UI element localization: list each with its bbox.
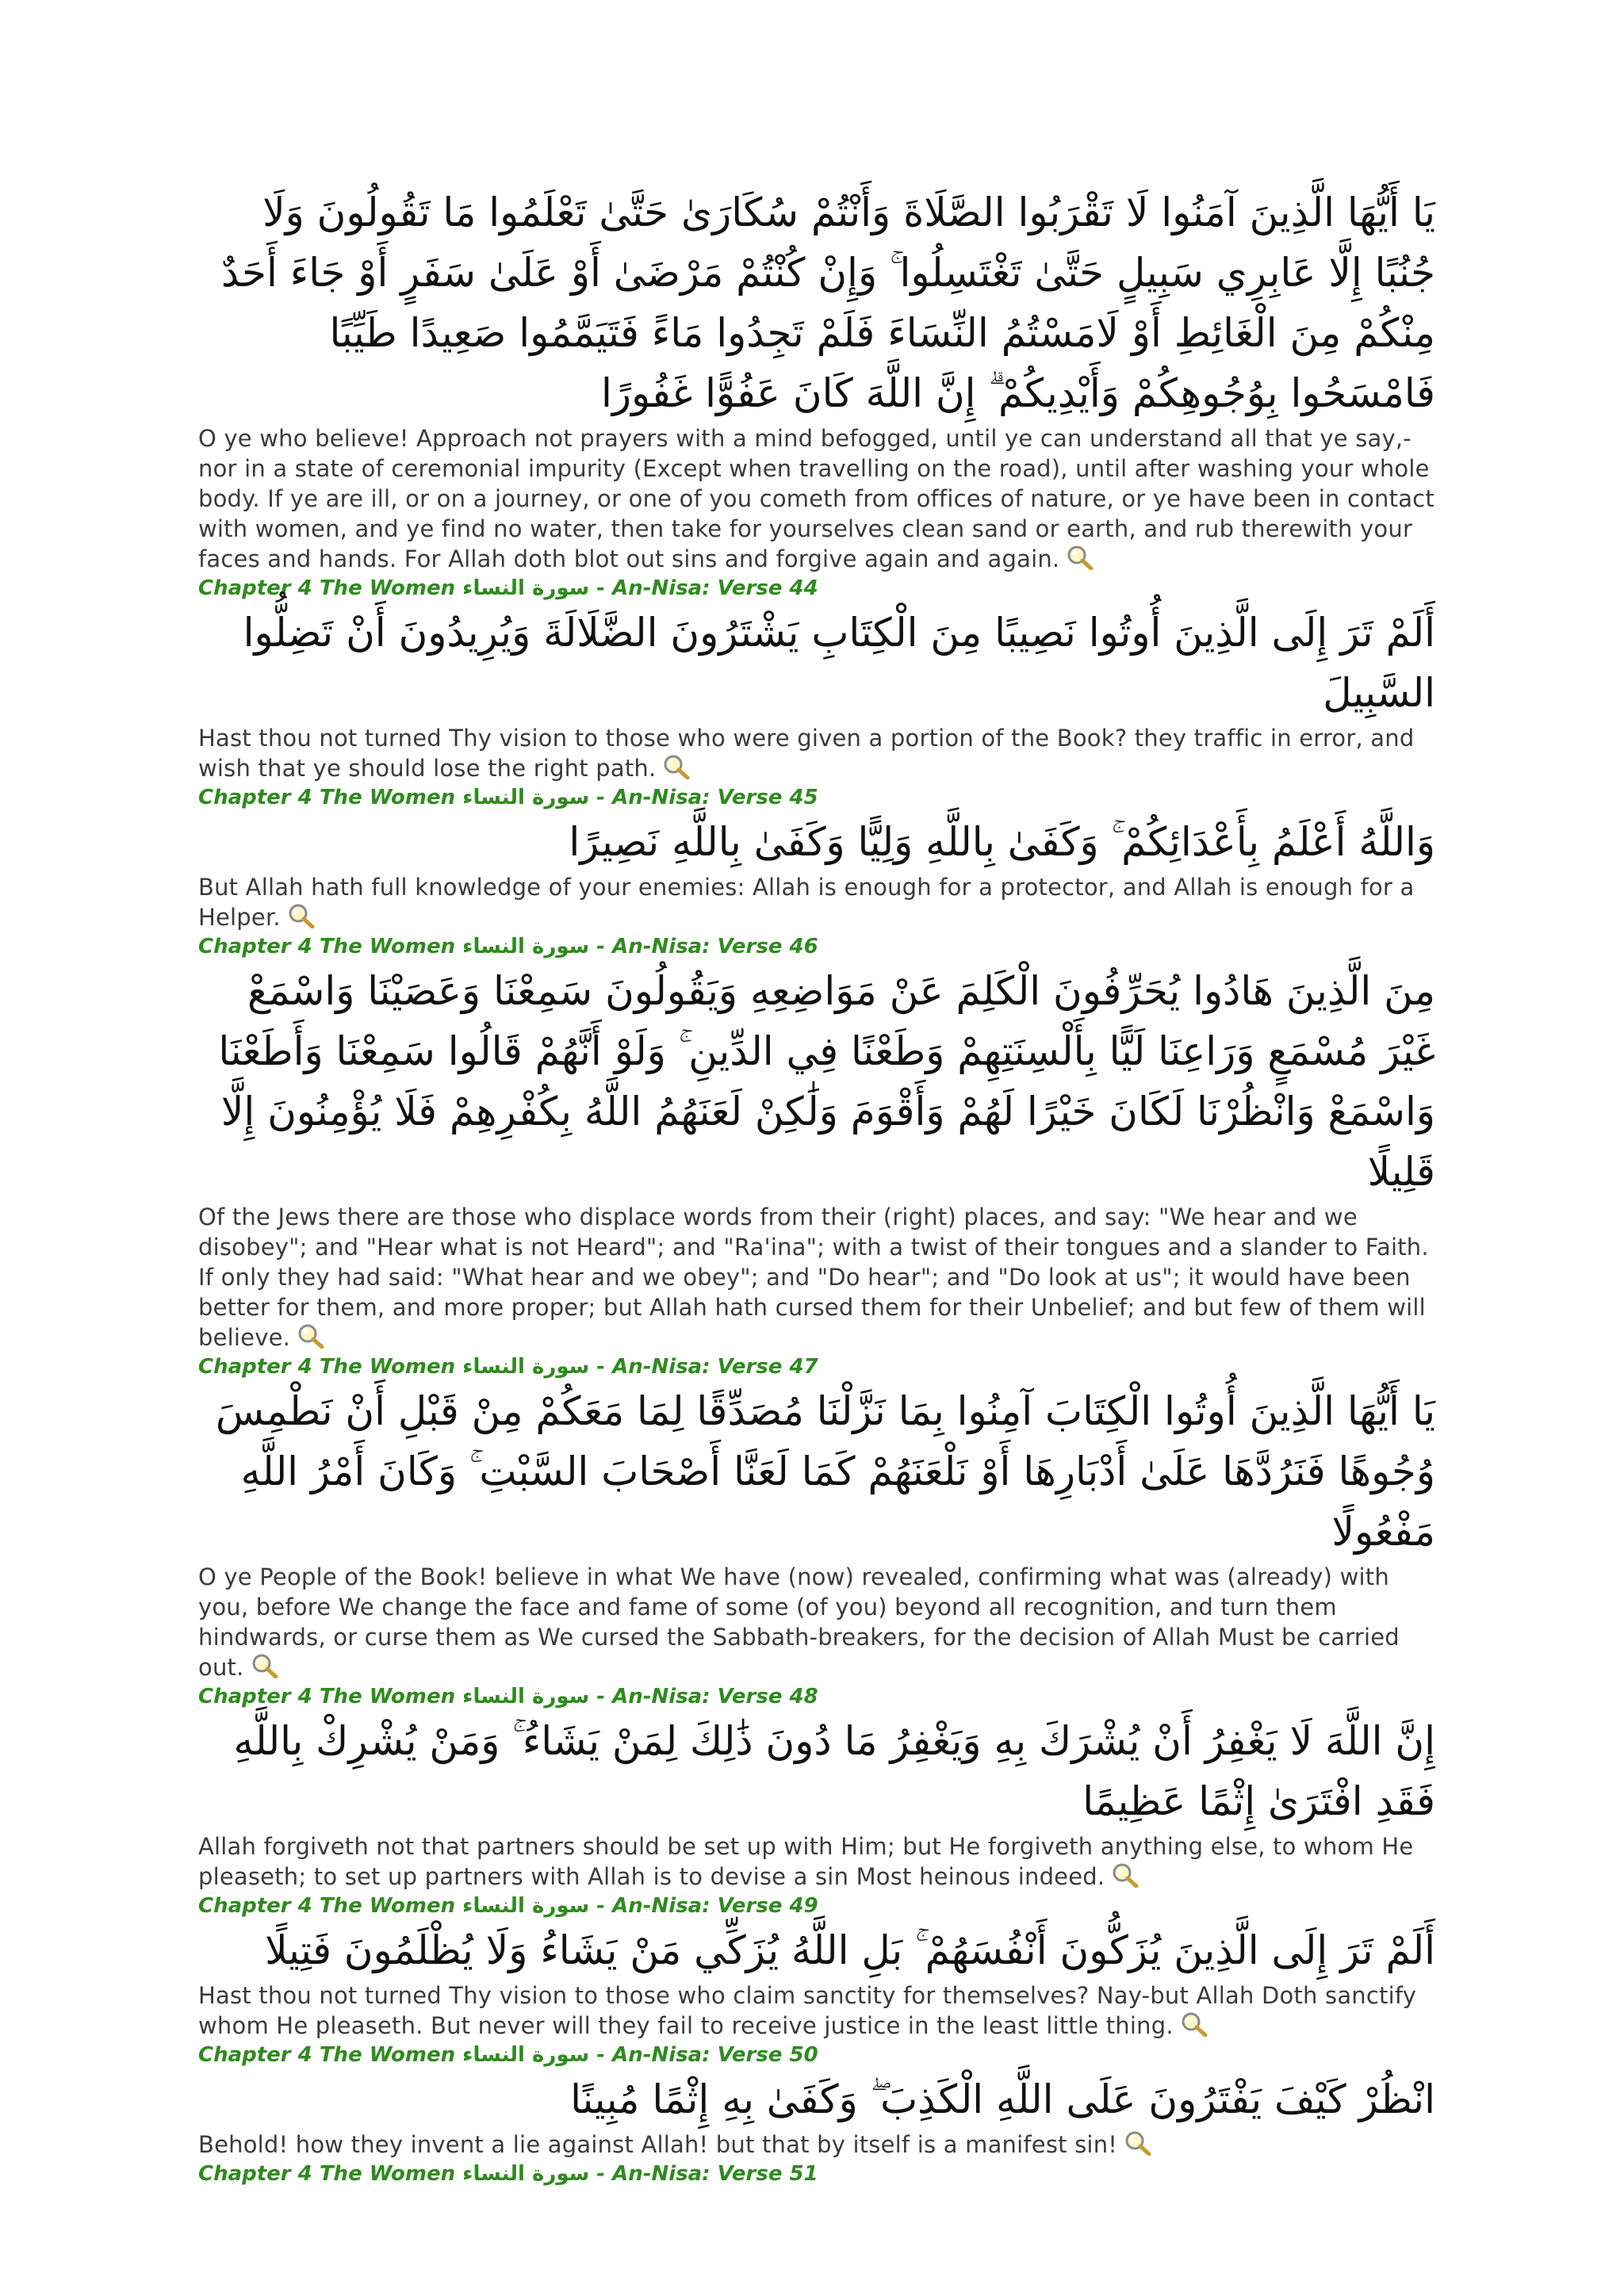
verse-block-43: [198, 182, 1435, 603]
chapter-title: Chapter 4 The Women: [198, 1894, 463, 1918]
verse-translation: [198, 1202, 1435, 1353]
chapter-reference[interactable]: [198, 1682, 1435, 1711]
chapter-title: Chapter 4 The Women: [198, 1685, 463, 1709]
surah-name-arabic: سورة النساء: [462, 576, 590, 600]
surah-name-arabic: سورة النساء: [462, 2162, 590, 2186]
translation-text: O ye who believe! Approach not prayers with a mind befogged, until ye can understand all that ye say,- nor in a state of ceremonial impurity (Except when travelling on the road), until after washing your whole body. If ye are ill, or on a journey, or one of you cometh from offices of nature, or ye have been in contact with women, and ye find no water, then take for yourselves clean sand or earth, and rub therewith your faces and hands. For Allah doth blot out sins and forgive again and again.: [198, 425, 1434, 572]
translation-text: But Allah hath full knowledge of your enemies: Allah is enough for a protector, and Allah is enough for a Helper.: [198, 874, 1415, 931]
verse-reference: - An-Nisa: Verse 48: [589, 1685, 818, 1709]
surah-name-arabic: سورة النساء: [462, 1355, 590, 1379]
magnifier-icon[interactable]: [249, 1653, 281, 1678]
verse-reference: - An-Nisa: Verse 49: [589, 1894, 818, 1918]
chapter-title: Chapter 4 The Women: [198, 2043, 463, 2067]
magnifier-icon[interactable]: [295, 1323, 327, 1349]
magnifier-icon[interactable]: [1109, 1862, 1141, 1888]
magnifier-icon[interactable]: [1064, 545, 1096, 570]
chapter-title: Chapter 4 The Women: [198, 576, 463, 600]
chapter-title: Chapter 4 The Women: [198, 786, 463, 809]
arabic-verse: أَلَمْ تَرَ إِلَى الَّذِينَ أُوتُوا نَصِيبًا مِنَ الْكِتَابِ يَشْتَرُونَ الضَّلَالَةَ وَيُرِيدُونَ أَنْ تَضِلُّوا السَّبِيلَ: [243, 610, 1435, 716]
arabic-verse: انْظُرْ كَيْفَ يَفْتَرُونَ عَلَى اللَّهِ الْكَذِبَ ۖ وَكَفَىٰ بِهِ إِثْمًا مُبِينًا: [570, 2076, 1435, 2122]
chapter-title: Chapter 4 The Women: [198, 1355, 463, 1379]
verse-translation: [198, 1980, 1435, 2041]
chapter-reference[interactable]: [198, 1353, 1435, 1381]
chapter-reference[interactable]: [198, 932, 1435, 961]
chapter-reference[interactable]: [198, 783, 1435, 812]
verse-translation: [198, 872, 1435, 932]
translation-text: Allah forgiveth not that partners should be set up with Him; but He forgiveth anything else, to whom He pleaseth; to set up partners with Allah is to devise a sin Most heinous indeed.: [198, 1833, 1414, 1890]
chapter-title: Chapter 4 The Women: [198, 2162, 463, 2186]
verse-reference: - An-Nisa: Verse 50: [589, 2043, 818, 2067]
verse-block-46: [198, 961, 1435, 1381]
chapter-reference[interactable]: [198, 1892, 1435, 1920]
verse-block-50: [198, 2069, 1435, 2188]
arabic-verse: إِنَّ اللَّهَ لَا يَغْفِرُ أَنْ يُشْرَكَ بِهِ وَيَغْفِرُ مَا دُونَ ذَٰلِكَ لِمَنْ يَشَاءُ ۚ وَمَنْ يُشْرِكْ بِاللَّهِ فَقَدِ افْتَرَىٰ إِثْمًا عَظِيمًا: [233, 1718, 1435, 1824]
translation-text: Behold! how they invent a lie against Allah! but that by itself is a manifest sin!: [198, 2131, 1118, 2158]
chapter-reference[interactable]: [198, 574, 1435, 603]
arabic-verse: يَا أَيُّهَا الَّذِينَ آمَنُوا لَا تَقْرَبُوا الصَّلَاةَ وَأَنْتُمْ سُكَارَىٰ حَتَّىٰ تَعْلَمُوا مَا تَقُولُونَ وَلَا جُنُبًا إِلَّا عَابِرِي سَبِيلٍ حَتَّىٰ تَغْتَسِلُوا ۚ وَإِنْ كُنْتُمْ مَرْضَىٰ أَوْ عَلَىٰ سَفَرٍ أَوْ جَاءَ أَحَدٌ مِنْكُمْ مِنَ الْغَائِطِ أَوْ لَامَسْتُمُ النِّسَاءَ فَلَمْ تَجِدُوا مَاءً فَتَيَمَّمُوا صَعِيدًا طَيِّبًا فَامْسَحُوا بِوُجُوهِكُمْ وَأَيْدِيكُمْ ۗ إِنَّ اللَّهَ كَانَ عَفُوًّا غَفُورًا: [220, 189, 1435, 416]
surah-name-arabic: سورة النساء: [462, 1685, 590, 1709]
verse-block-47: [198, 1381, 1435, 1711]
chapter-reference[interactable]: [198, 2160, 1435, 2188]
magnifier-icon[interactable]: [1178, 2011, 1210, 2037]
document-page: [198, 182, 1435, 2188]
surah-name-arabic: سورة النساء: [462, 786, 590, 809]
translation-text: Hast thou not turned Thy vision to those who claim sanctity for themselves? Nay-but Allah Doth sanctify whom He pleaseth. But never will they fail to receive justice in the least little thing.: [198, 1982, 1417, 2039]
verse-block-48: [198, 1711, 1435, 1920]
verse-reference: - An-Nisa: Verse 51: [589, 2162, 818, 2186]
translation-text: Hast thou not turned Thy vision to those who were given a portion of the Book? they traffic in error, and wish that ye should lose the right path.: [198, 725, 1415, 782]
verse-translation: [198, 723, 1435, 783]
verse-reference: - An-Nisa: Verse 45: [589, 786, 818, 809]
verse-block-44: [198, 603, 1435, 812]
verse-block-49: [198, 1920, 1435, 2069]
magnifier-icon[interactable]: [661, 754, 692, 779]
verse-reference: - An-Nisa: Verse 47: [589, 1355, 818, 1379]
verse-translation: [198, 1562, 1435, 1682]
surah-name-arabic: سورة النساء: [462, 935, 590, 959]
magnifier-icon[interactable]: [1122, 2130, 1154, 2156]
surah-name-arabic: سورة النساء: [462, 1894, 590, 1918]
verse-translation: [198, 2130, 1435, 2160]
verse-reference: - An-Nisa: Verse 46: [589, 935, 818, 959]
verse-block-45: [198, 812, 1435, 961]
verse-reference: - An-Nisa: Verse 44: [589, 576, 818, 600]
arabic-verse: يَا أَيُّهَا الَّذِينَ أُوتُوا الْكِتَابَ آمِنُوا بِمَا نَزَّلْنَا مُصَدِّقًا لِمَا مَعَكُمْ مِنْ قَبْلِ أَنْ نَطْمِسَ وُجُوهًا فَنَرُدَّهَا عَلَىٰ أَدْبَارِهَا أَوْ نَلْعَنَهُمْ كَمَا لَعَنَّا أَصْحَابَ السَّبْتِ ۚ وَكَانَ أَمْرُ اللَّهِ مَفْعُولًا: [215, 1388, 1435, 1555]
chapter-title: Chapter 4 The Women: [198, 935, 463, 959]
magnifier-icon[interactable]: [285, 903, 317, 928]
chapter-reference[interactable]: [198, 2041, 1435, 2069]
arabic-verse: أَلَمْ تَرَ إِلَى الَّذِينَ يُزَكُّونَ أَنْفُسَهُمْ ۚ بَلِ اللَّهُ يُزَكِّي مَنْ يَشَاءُ وَلَا يُظْلَمُونَ فَتِيلًا: [265, 1927, 1435, 1973]
arabic-verse: مِنَ الَّذِينَ هَادُوا يُحَرِّفُونَ الْكَلِمَ عَنْ مَوَاضِعِهِ وَيَقُولُونَ سَمِعْنَا وَعَصَيْنَا وَاسْمَعْ غَيْرَ مُسْمَعٍ وَرَاعِنَا لَيًّا بِأَلْسِنَتِهِمْ وَطَعْنًا فِي الدِّينِ ۚ وَلَوْ أَنَّهُمْ قَالُوا سَمِعْنَا وَأَطَعْنَا وَاسْمَعْ وَانْظُرْنَا لَكَانَ خَيْرًا لَهُمْ وَأَقْوَمَ وَلَٰكِنْ لَعَنَهُمُ اللَّهُ بِكُفْرِهِمْ فَلَا يُؤْمِنُونَ إِلَّا قَلِيلًا: [218, 968, 1435, 1195]
translation-text: Of the Jews there are those who displace words from their (right) places, and say: "We hear and we disobey"; and "Hear what is not Heard"; and "Ra'ina"; with a twist of their tongues and a slander to Faith. If only they had said: "What hear and we obey"; and "Do hear"; and "Do look at us"; it would have been better for them, and more proper; but Allah hath cursed them for their Unbelief; and but few of them will believe.: [198, 1203, 1429, 1351]
surah-name-arabic: سورة النساء: [462, 2043, 590, 2067]
translation-text: O ye People of the Book! believe in what We have (now) revealed, confirming what was (already) with you, before We change the face and fame of some (of you) beyond all recognition, and turn them hindwards, or curse them as We cursed the Sabbath-breakers, for the decision of Allah Must be carried out.: [198, 1563, 1400, 1681]
verse-translation: [198, 423, 1435, 574]
verse-translation: [198, 1831, 1435, 1892]
arabic-verse: وَاللَّهُ أَعْلَمُ بِأَعْدَائِكُمْ ۚ وَكَفَىٰ بِاللَّهِ وَلِيًّا وَكَفَىٰ بِاللَّهِ نَصِيرًا: [569, 819, 1435, 865]
